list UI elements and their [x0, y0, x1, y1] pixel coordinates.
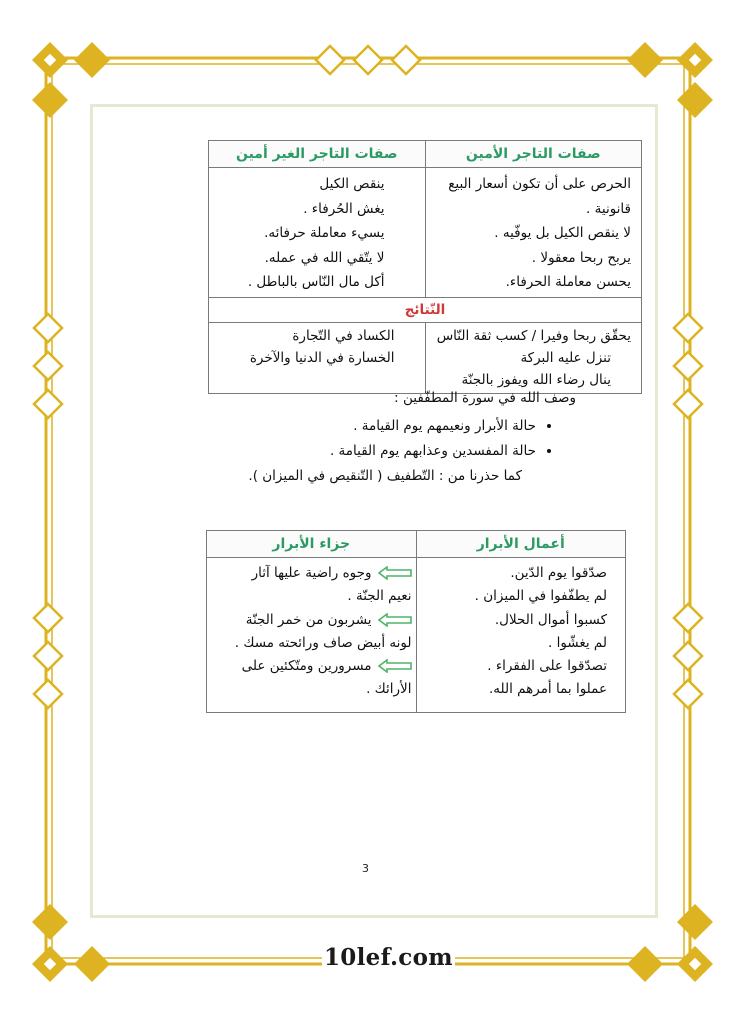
left-arrow-icon [378, 659, 412, 673]
dishonest-results-cell [209, 322, 426, 393]
dishonest-result: الكساد في التّجارة [292, 327, 395, 344]
reward-item [213, 655, 412, 678]
surah-intro: وصف الله في سورة المطفّفين : [394, 390, 576, 406]
deed-item: لم يطفّفوا في الميزان . [474, 588, 607, 605]
reward-item [213, 609, 412, 632]
deed-item: عملوا بما أمرهم الله. [489, 681, 607, 698]
honest-trader-header: صفات التاجر الأمين [425, 141, 642, 168]
reward-text: يشربون من خمر الجنّة [245, 611, 372, 628]
reward-text: وجوه راضية عليها آثار [251, 565, 372, 581]
dishonest-traits-cell [209, 168, 426, 298]
deeds-cell [416, 558, 626, 713]
dishonest-trait: أكل مال النّاس بالباطل . [247, 274, 385, 290]
honest-trait: يربح ربحا معقولا . [531, 249, 631, 266]
deeds-header: أعمال الأبرار [416, 531, 626, 558]
honest-trait: يحسن معاملة الحرفاء. [505, 274, 631, 290]
dishonest-trait: يسيء معاملة حرفائه. [264, 225, 385, 241]
site-watermark: 10lef.com [324, 944, 453, 971]
rewards-header: جزاء الأبرار [207, 531, 417, 558]
warning-text: كما حذرنا من : التّطفيف ( التّنقيص في الميزان ). [248, 468, 522, 484]
traders-table [208, 140, 642, 394]
righteous-table [206, 530, 626, 713]
deed-item: تصدّقوا على الفقراء . [487, 658, 607, 675]
dishonest-trader-header: صفات التاجر الغير أمين [209, 141, 426, 168]
description-item: • حالة الأبرار ونعيمهم يوم القيامة . [156, 414, 536, 439]
reward-item [213, 562, 412, 585]
dishonest-trait: يغش الحُرفاء . [303, 200, 385, 217]
description-list [156, 414, 576, 464]
honest-traits-cell [425, 168, 642, 298]
deed-item: صدّقوا يوم الدّين. [510, 565, 607, 581]
deed-item: كسبوا أموال الحلال. [494, 611, 607, 628]
dishonest-trait: ينقص الكيل [319, 176, 385, 192]
honest-trait: لا ينقص الكيل بل يوفّيه . [494, 225, 631, 241]
reward-item: الأرائك . [366, 681, 412, 698]
description-item: • حالة المفسدين وعذابهم يوم القيامة . [156, 439, 536, 464]
honest-results-cell [425, 322, 642, 393]
reward-item: نعيم الجنّة . [347, 588, 412, 605]
results-header: النّتائج [209, 297, 642, 322]
dishonest-trait: لا يتّقي الله في عمله. [264, 249, 385, 266]
honest-result: تنزل عليه البركة [520, 349, 611, 366]
left-arrow-icon [378, 613, 412, 627]
deed-item: لم يغشّوا . [547, 634, 607, 651]
left-arrow-icon [378, 566, 412, 580]
reward-item: لونه أبيض صاف ورائحته مسك . [234, 634, 412, 651]
honest-trait: قانونية . [586, 200, 631, 217]
rewards-cell [207, 558, 417, 713]
mutaffifin-section [156, 386, 576, 488]
dishonest-result: الخسارة في الدنيا والآخرة [249, 349, 395, 366]
reward-text: مسرورين ومتّكئين على [241, 658, 372, 675]
honest-trait: الحرص على أن تكون أسعار البيع [448, 176, 631, 192]
honest-result: ينال رضاء الله ويفوز بالجنّة [461, 371, 611, 388]
page-number: 3 [362, 862, 369, 875]
honest-result: يحقّق ربحا وفيرا / كسب ثقة النّاس [436, 327, 631, 344]
